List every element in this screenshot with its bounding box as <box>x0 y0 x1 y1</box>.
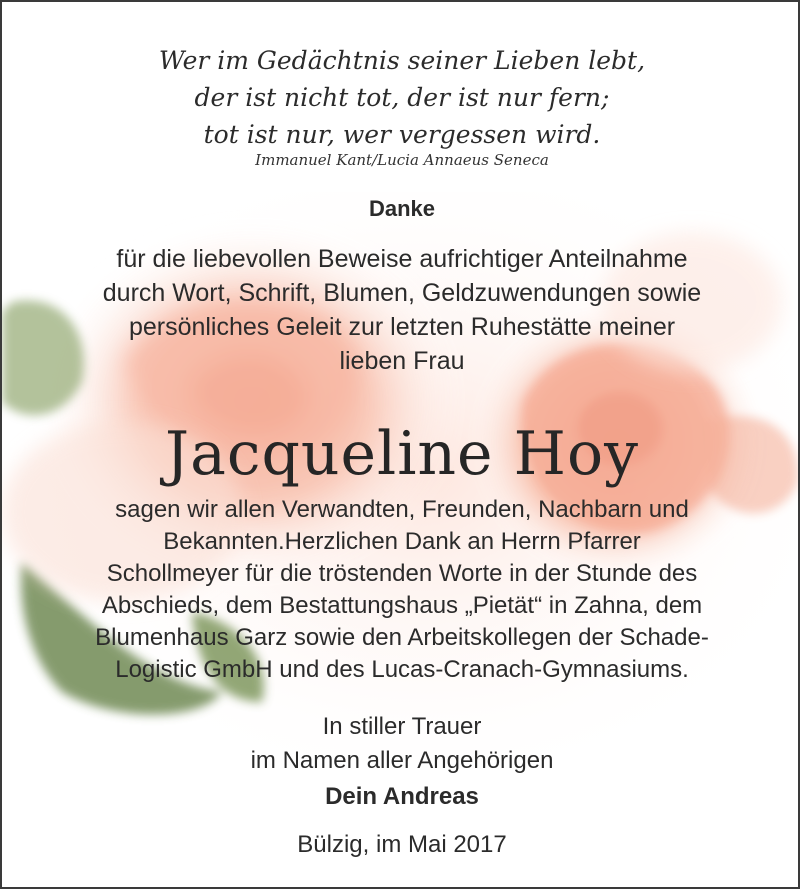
closing-line: In stiller Trauer <box>322 713 482 740</box>
body-line: Schollmeyer für die tröstenden Worte in der Stunde des <box>106 560 698 587</box>
body-line: Blumenhaus Garz sowie den Arbeitskollegen der Schade- <box>95 624 709 651</box>
quote-line: tot ist nur, wer vergessen wird. <box>203 120 601 149</box>
thanks-paragraph <box>2 494 800 686</box>
intro-line: persönliches Geleit zur letzten Ruhestätte meiner <box>128 313 676 341</box>
deceased-name: Jacqueline Hoy <box>165 419 639 489</box>
closing-lines <box>2 710 800 778</box>
body-line: sagen wir allen Verwandten, Freunden, Nachbarn und <box>115 496 689 523</box>
intro-line: durch Wort, Schrift, Blumen, Geldzuwendungen sowie <box>102 279 702 307</box>
intro-line: für die liebevollen Beweise aufrichtiger Anteilnahme <box>116 245 688 273</box>
body-line: Logistic GmbH und des Lucas-Cranach-Gymnasiums. <box>115 656 689 683</box>
body-line: Abschieds, dem Bestattungshaus „Pietät“ in Zahna, dem <box>101 592 703 619</box>
quote-line: Wer im Gedächtnis seiner Lieben lebt, <box>158 46 646 75</box>
intro-paragraph <box>2 242 800 378</box>
memorial-quote <box>2 42 800 153</box>
quote-attribution: Immanuel Kant/Lucia Annaeus Seneca <box>255 151 549 169</box>
quote-line: der ist nicht tot, der ist nur fern; <box>194 83 610 112</box>
body-line: Bekannten.Herzlichen Dank an Herrn Pfarrer <box>163 528 641 555</box>
place-and-date: Bülzig, im Mai 2017 <box>297 831 507 858</box>
signature: Dein Andreas <box>325 783 479 810</box>
closing-line: im Namen aller Angehörigen <box>250 747 554 774</box>
intro-line: lieben Frau <box>339 347 465 375</box>
thanks-heading: Danke <box>368 196 436 221</box>
